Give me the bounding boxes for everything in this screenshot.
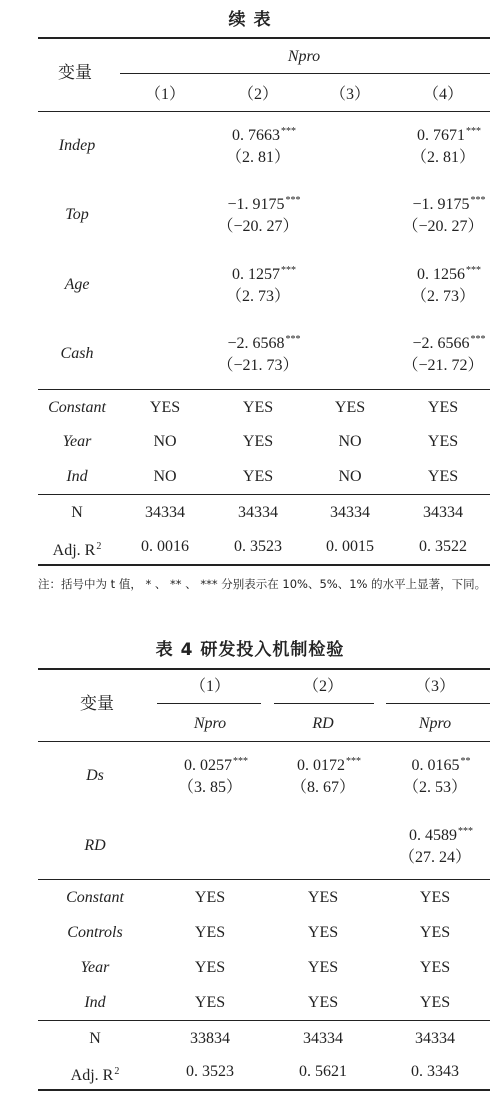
- table-cell: YES: [419, 959, 451, 976]
- table-cell: 34334: [330, 504, 370, 521]
- coefficient-number: 0. 0257: [184, 757, 232, 774]
- table-cell: YES: [194, 994, 226, 1011]
- row-label: Constant: [66, 889, 124, 906]
- row-label: RD: [84, 837, 106, 854]
- row-label: Cash: [60, 345, 94, 362]
- table-cell: 0. 3523: [186, 1063, 234, 1080]
- table-cell: YES: [419, 994, 451, 1011]
- coefficient-value: [417, 261, 481, 285]
- column-number: （2）: [302, 678, 344, 695]
- row-label: [53, 537, 102, 561]
- table-cell: YES: [307, 994, 339, 1011]
- column-number: （4）: [422, 86, 464, 103]
- header-rule: [38, 741, 490, 742]
- superscript: 2: [114, 1066, 120, 1077]
- significance-stars: **: [460, 756, 471, 767]
- coefficient-number: 0. 0165: [411, 757, 460, 774]
- dependent-variable: RD: [312, 715, 334, 732]
- coefficient-number: −1. 9175: [227, 196, 285, 213]
- mid-rule: [38, 879, 490, 880]
- header-rule: [38, 111, 490, 112]
- significance-stars: ***: [285, 195, 301, 206]
- table-cell: YES: [419, 889, 451, 906]
- column-number: （1）: [144, 86, 186, 103]
- row-label: Constant: [48, 399, 106, 416]
- table-cell: 33834: [190, 1030, 230, 1047]
- bottom-rule: [38, 564, 490, 566]
- coefficient-value: [412, 330, 485, 354]
- coefficient-value: [412, 191, 485, 215]
- significance-stars: ***: [466, 126, 481, 137]
- row-label: Age: [64, 276, 90, 293]
- table-cell: 34334: [145, 504, 185, 521]
- table-title: 表 4 研发投入机制检验: [155, 640, 345, 660]
- variable-header: 变量: [80, 694, 114, 714]
- table-cell: 0. 3522: [419, 538, 467, 555]
- t-statistic: （−21. 72）: [402, 357, 484, 374]
- coefficient-value: [227, 330, 300, 354]
- dependent-variable: Npro: [418, 715, 452, 732]
- row-label: Year: [62, 433, 92, 450]
- table-cell: YES: [307, 889, 339, 906]
- coefficient-number: −2. 6566: [412, 335, 470, 352]
- coefficient-number: 0. 7671: [417, 127, 465, 144]
- t-statistic: （−20. 27）: [217, 218, 299, 235]
- significance-stars: ***: [346, 756, 361, 767]
- row-label-text: Adj. R: [70, 1067, 114, 1084]
- t-statistic: （−20. 27）: [402, 218, 484, 235]
- column-number: （3）: [329, 86, 371, 103]
- table-cell: 0. 0016: [141, 538, 189, 555]
- significance-stars: ***: [470, 334, 486, 345]
- table-title: 续 表: [228, 10, 272, 30]
- coefficient-value: [227, 191, 300, 215]
- table-cell: YES: [334, 399, 366, 416]
- table-cell: NO: [153, 433, 177, 450]
- coefficient-value: [412, 752, 471, 776]
- table-cell: YES: [307, 959, 339, 976]
- coefficient-value: [409, 822, 473, 846]
- coefficient-number: 0. 0172: [297, 757, 345, 774]
- spanner-rule: [120, 73, 490, 74]
- table-cell: YES: [427, 468, 459, 485]
- table-cell: YES: [419, 924, 451, 941]
- row-label-text: Adj. R: [52, 542, 96, 559]
- row-label: Ind: [84, 994, 106, 1011]
- row-label: [71, 1062, 120, 1086]
- table-cell: YES: [427, 399, 459, 416]
- table-cell: 34334: [415, 1030, 455, 1047]
- mid-rule: [38, 389, 490, 390]
- coefficient-number: −2. 6568: [227, 335, 285, 352]
- significance-stars: ***: [458, 826, 473, 837]
- table-cell: YES: [194, 959, 226, 976]
- table-cell: YES: [149, 399, 181, 416]
- row-label: [71, 503, 83, 523]
- bottom-rule: [38, 1089, 490, 1091]
- top-rule: [38, 37, 490, 39]
- mid-rule-2: [38, 1020, 490, 1021]
- t-statistic: （3. 85）: [177, 779, 243, 796]
- table-cell: NO: [153, 468, 177, 485]
- table-cell: YES: [307, 924, 339, 941]
- coefficient-value: [417, 122, 481, 146]
- significance-stars: ***: [233, 756, 248, 767]
- top-rule: [38, 668, 490, 670]
- t-statistic: （−21. 73）: [217, 357, 299, 374]
- t-statistic: （2. 81）: [410, 149, 476, 166]
- t-statistic: （2. 53）: [402, 779, 468, 796]
- t-statistic: （27. 24）: [398, 849, 472, 866]
- column-number: （1）: [189, 678, 231, 695]
- column-number: （3）: [414, 678, 456, 695]
- row-label: Indep: [58, 137, 96, 154]
- row-label: [89, 1029, 101, 1049]
- spanner-rule-3: [386, 703, 490, 704]
- table-cell: YES: [242, 468, 274, 485]
- coefficient-value: [232, 122, 296, 146]
- spanner-rule-2: [274, 703, 374, 704]
- row-label: Ds: [86, 767, 104, 784]
- coefficient-number: −1. 9175: [412, 196, 470, 213]
- row-label-text: N: [89, 1030, 101, 1047]
- dependent-variable: Npro: [193, 715, 227, 732]
- coefficient-value: [232, 261, 296, 285]
- significance-stars: ***: [281, 265, 296, 276]
- superscript: 2: [96, 541, 102, 552]
- row-label: Year: [80, 959, 110, 976]
- t-statistic: （2. 81）: [225, 149, 291, 166]
- t-statistic: （8. 67）: [290, 779, 356, 796]
- table-cell: YES: [194, 889, 226, 906]
- table-cell: 34334: [423, 504, 463, 521]
- spanner-rule-1: [157, 703, 261, 704]
- significance-stars: ***: [466, 265, 481, 276]
- table-cell: 0. 3343: [411, 1063, 459, 1080]
- table-cell: 0. 3523: [234, 538, 282, 555]
- table-cell: YES: [194, 924, 226, 941]
- coefficient-number: 0. 1257: [232, 266, 280, 283]
- row-label: Controls: [67, 924, 123, 941]
- significance-stars: ***: [281, 126, 296, 137]
- table-cell: 0. 5621: [299, 1063, 347, 1080]
- row-label: Top: [65, 206, 89, 223]
- table-cell: YES: [427, 433, 459, 450]
- table-cell: NO: [338, 468, 362, 485]
- table-cell: YES: [242, 433, 274, 450]
- coefficient-value: [184, 752, 248, 776]
- t-statistic: （2. 73）: [410, 288, 476, 305]
- table-cell: 34334: [303, 1030, 343, 1047]
- table-cell: YES: [242, 399, 274, 416]
- variable-header: 变量: [58, 63, 92, 83]
- row-label-text: N: [71, 504, 83, 521]
- coefficient-number: 0. 7663: [232, 127, 280, 144]
- dependent-variable-header: Npro: [287, 48, 321, 65]
- coefficient-value: [297, 752, 361, 776]
- table-cell: 34334: [238, 504, 278, 521]
- significance-stars: ***: [285, 334, 301, 345]
- column-number: （2）: [237, 86, 279, 103]
- row-label: Ind: [66, 468, 88, 485]
- t-statistic: （2. 73）: [225, 288, 291, 305]
- table-cell: 0. 0015: [326, 538, 374, 555]
- significance-stars: ***: [470, 195, 486, 206]
- table-note: 注：括号中为 t 值， * 、 ** 、 *** 分别表示在 10%、5%、1% 的水平上显著，下同。: [38, 577, 487, 591]
- coefficient-number: 0. 4589: [409, 827, 457, 844]
- mid-rule-2: [38, 494, 490, 495]
- table-cell: NO: [338, 433, 362, 450]
- coefficient-number: 0. 1256: [417, 266, 465, 283]
